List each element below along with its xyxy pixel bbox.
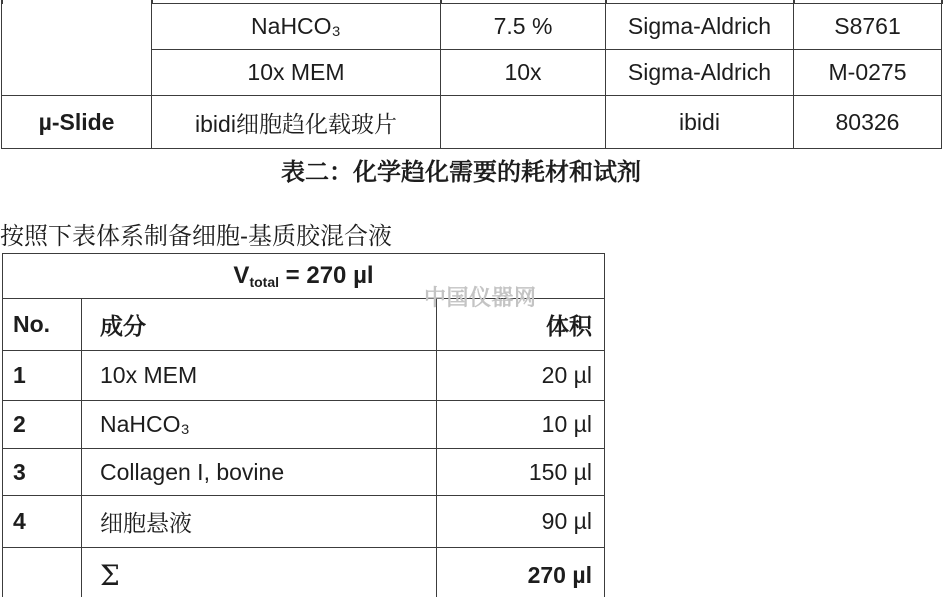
total-volume-cell: 270 µl [437, 548, 605, 597]
table-row [3, 496, 605, 548]
header-no: No. [3, 299, 82, 351]
row-number: 3 [3, 449, 82, 496]
component-cell: NaHCO₃ [82, 401, 437, 449]
materials-item-cell-empty [2, 4, 152, 96]
materials-supplier-cell: ibidi [606, 96, 794, 149]
vtotal-subscript: total [249, 274, 279, 290]
table-row [3, 449, 605, 496]
materials-name-cell: NaHCO₃ [152, 4, 441, 50]
volume-cell: 10 µl [437, 401, 605, 449]
volume-cell: 20 µl [437, 351, 605, 401]
materials-catalog-cell: 80326 [794, 96, 942, 149]
row-number: 4 [3, 496, 82, 548]
prep-instruction-text: 按照下表体系制备细胞-基质胶混合液 [0, 223, 392, 250]
materials-spec-cell-empty [441, 96, 606, 149]
row-number: 2 [3, 401, 82, 449]
materials-supplier-cell: Sigma-Aldrich [606, 50, 794, 96]
component-cell: 10x MEM [82, 351, 437, 401]
table-caption: 表二：化学趋化需要的耗材和试剂 [281, 159, 641, 186]
materials-spec-cell: 7.5 % [441, 4, 606, 50]
materials-spec-cell: 10x [441, 50, 606, 96]
row-number-empty [3, 548, 82, 597]
watermark: 中国仪器网 [424, 285, 537, 310]
materials-name-cell: ibidi细胞趋化载玻片 [152, 96, 441, 149]
component-cell: Collagen I, bovine [82, 449, 437, 496]
sigma-symbol: Σ [82, 548, 437, 597]
volume-cell: 90 µl [437, 496, 605, 548]
component-cell: 细胞悬液 [82, 496, 437, 548]
table-row [3, 401, 605, 449]
header-component: 成分 [82, 299, 437, 351]
materials-name-cell: 10x MEM [152, 50, 441, 96]
materials-supplier-cell: Sigma-Aldrich [606, 4, 794, 50]
materials-item-cell: µ-Slide [2, 96, 152, 149]
materials-catalog-cell: M-0275 [794, 50, 942, 96]
vtotal-symbol: V [233, 262, 250, 289]
volume-cell: 150 µl [437, 449, 605, 496]
vtotal-value: = 270 µl [279, 262, 374, 289]
materials-catalog-cell: S8761 [794, 4, 942, 50]
table-row [2, 4, 942, 50]
table-row [2, 96, 942, 149]
row-number: 1 [3, 351, 82, 401]
table-row [3, 351, 605, 401]
header-volume: 体积 [437, 299, 605, 351]
total-row [3, 548, 605, 597]
materials-table [1, 3, 942, 149]
